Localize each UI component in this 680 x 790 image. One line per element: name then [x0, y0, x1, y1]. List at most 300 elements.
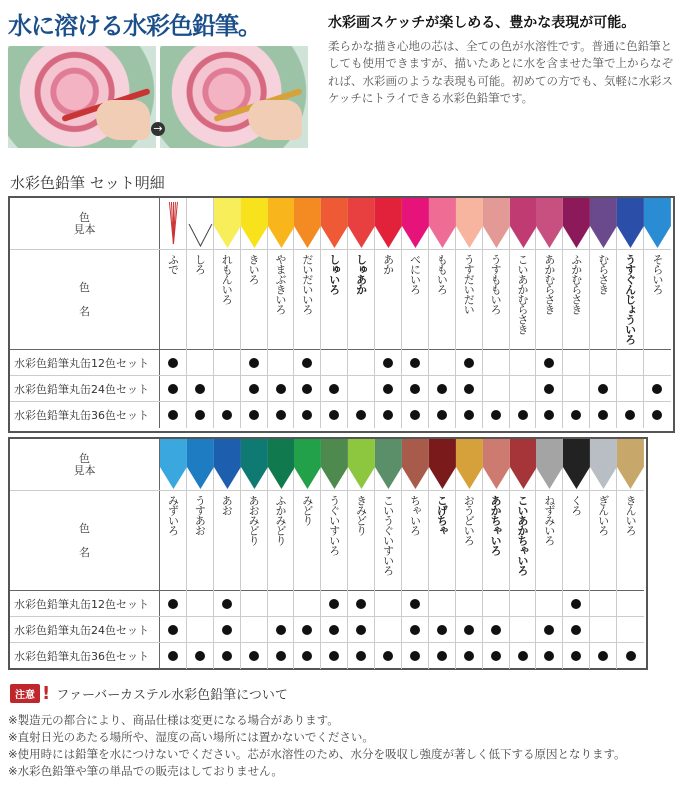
set-row — [10, 350, 671, 376]
included-dot — [302, 625, 312, 635]
included-dot — [195, 384, 205, 394]
set-cell — [510, 643, 537, 669]
set-cell — [590, 617, 617, 643]
set-cell — [348, 643, 375, 669]
set-cell — [429, 591, 456, 617]
pencil-tip-icon — [241, 439, 267, 491]
color-name-text: れもんいろ — [220, 254, 234, 304]
pencil-tip-icon — [214, 439, 240, 491]
notice-header — [10, 683, 288, 704]
color-name — [590, 250, 617, 350]
color-name-label: 色 名 — [10, 250, 160, 349]
included-dot — [329, 599, 339, 609]
included-dot — [302, 358, 312, 368]
set-row — [10, 591, 644, 617]
included-dot — [168, 599, 178, 609]
notice-badge: 注意 — [10, 684, 40, 703]
included-dot — [464, 358, 474, 368]
color-name-text: ふで — [166, 254, 180, 274]
color-name-text: ぎんいろ — [596, 495, 610, 535]
color-name-text: ふかみどり — [274, 495, 287, 545]
included-dot — [329, 625, 339, 635]
included-dot — [168, 651, 178, 661]
color-name — [483, 491, 510, 591]
pencil-tip-icon — [483, 198, 509, 250]
included-dot — [249, 358, 259, 368]
included-dot — [544, 384, 554, 394]
set-cell — [402, 376, 429, 402]
set-row — [10, 402, 671, 428]
set-cell — [160, 376, 187, 402]
color-swatch — [348, 439, 375, 491]
set-cell — [160, 402, 187, 428]
set-name: 水彩色鉛筆丸缶24色セット — [10, 617, 160, 642]
included-dot — [410, 599, 420, 609]
pencil-tip-icon — [590, 198, 616, 250]
notice-item: ※水彩色鉛筆や筆の単品での販売はしておりません。 — [8, 764, 283, 778]
color-name-text: しろ — [193, 254, 207, 274]
set-cell — [187, 591, 214, 617]
set-cell — [590, 350, 617, 376]
color-name — [160, 491, 187, 591]
lead-heading: 水彩画スケッチが楽しめる、豊かな表現が可能。 — [328, 15, 636, 31]
color-name-text: くろ — [569, 495, 583, 515]
set-cell — [160, 643, 187, 669]
set-cell — [510, 376, 537, 402]
set-cell — [294, 591, 321, 617]
set-cell — [429, 376, 456, 402]
color-name-text: やまぶきいろ — [274, 254, 287, 314]
included-dot — [329, 384, 339, 394]
set-cell — [375, 591, 402, 617]
pencil-tip-icon — [536, 439, 562, 491]
swatch-label: 色 見本 — [10, 439, 160, 490]
included-dot — [410, 410, 420, 420]
included-dot — [168, 625, 178, 635]
pencil-tip-icon — [214, 198, 240, 250]
set-cell — [348, 402, 375, 428]
page-title: 水に溶ける水彩色鉛筆。 — [8, 11, 261, 40]
color-name — [563, 250, 590, 350]
included-dot — [276, 651, 286, 661]
included-dot — [491, 625, 501, 635]
pencil-tip-icon — [429, 439, 455, 491]
color-name-text: おうどいろ — [462, 495, 476, 545]
pencil-tip-icon — [321, 439, 347, 491]
color-name-text: ももいろ — [435, 254, 449, 294]
color-swatch — [483, 198, 510, 250]
pencil-tip-icon — [321, 198, 347, 250]
pencil-tip-icon — [348, 439, 374, 491]
color-name-text: きいろ — [247, 254, 261, 284]
notice-title: ファーバーカステル水彩色鉛筆について — [56, 688, 288, 703]
set-cell — [536, 376, 563, 402]
color-swatch — [536, 439, 563, 491]
set-cell — [187, 402, 214, 428]
pencil-tip-icon — [617, 198, 643, 250]
pencil-tip-icon — [536, 198, 562, 250]
included-dot — [356, 410, 366, 420]
set-cell — [617, 402, 644, 428]
arrow-icon: → — [151, 122, 165, 136]
set-cell — [375, 350, 402, 376]
set-cell — [241, 402, 268, 428]
swatch-label: 色 見本 — [10, 198, 160, 249]
color-set-table-2 — [8, 437, 648, 670]
set-cell — [294, 376, 321, 402]
color-name-text: うすあお — [193, 495, 207, 535]
included-dot — [249, 651, 259, 661]
color-name-text: あか — [381, 254, 395, 274]
included-dot — [571, 599, 581, 609]
set-cell — [483, 376, 510, 402]
included-dot — [249, 384, 259, 394]
set-name: 水彩色鉛筆丸缶36色セット — [10, 643, 160, 669]
color-name-text: うすだいだい — [462, 254, 476, 314]
set-cell — [456, 617, 483, 643]
color-name-text: あおみどり — [247, 495, 261, 545]
pencil-tip-icon — [402, 439, 428, 491]
set-cell — [321, 402, 348, 428]
color-swatch — [510, 198, 537, 250]
included-dot — [464, 384, 474, 394]
color-swatch — [187, 439, 214, 491]
set-cell — [187, 617, 214, 643]
set-cell — [590, 643, 617, 669]
set-cell — [160, 617, 187, 643]
color-swatch — [187, 198, 214, 250]
included-dot — [383, 410, 393, 420]
color-name — [429, 491, 456, 591]
set-cell — [321, 591, 348, 617]
color-name — [402, 491, 429, 591]
set-cell — [321, 643, 348, 669]
pencil-tip-icon — [456, 198, 482, 250]
set-name: 水彩色鉛筆丸缶24色セット — [10, 376, 160, 401]
included-dot — [598, 410, 608, 420]
color-swatch — [563, 198, 590, 250]
color-name — [321, 491, 348, 591]
set-cell — [321, 376, 348, 402]
set-cell — [590, 376, 617, 402]
included-dot — [302, 651, 312, 661]
set-cell — [483, 591, 510, 617]
set-cell — [536, 617, 563, 643]
set-cell — [429, 402, 456, 428]
included-dot — [544, 651, 554, 661]
color-swatch — [590, 439, 617, 491]
color-name — [214, 491, 241, 591]
included-dot — [383, 651, 393, 661]
pencil-tip-icon — [644, 198, 671, 250]
color-name-text: こいうぐいすいろ — [381, 495, 395, 575]
color-name — [375, 491, 402, 591]
set-cell — [429, 617, 456, 643]
brush-icon — [160, 198, 186, 250]
color-name — [160, 250, 187, 350]
set-cell — [510, 591, 537, 617]
pencil-tip-icon — [160, 439, 186, 491]
set-cell — [375, 643, 402, 669]
set-cell — [268, 402, 295, 428]
color-name — [375, 250, 402, 350]
notice-item: ※使用時には鉛筆を水につけないでください。芯が水溶性のため、水分を吸収し強度が著しく低下する原因となります。 — [8, 747, 626, 761]
set-cell — [456, 402, 483, 428]
swatch-row — [10, 439, 644, 491]
set-cell — [268, 350, 295, 376]
color-swatch — [617, 198, 644, 250]
color-swatch — [348, 198, 375, 250]
included-dot — [544, 625, 554, 635]
included-dot — [626, 651, 636, 661]
pencil-tip-icon — [375, 198, 401, 250]
color-name-text: うすぐんじょういろ — [623, 254, 637, 344]
color-name — [214, 250, 241, 350]
color-swatch — [402, 198, 429, 250]
color-name-text: しゅあか — [354, 254, 368, 294]
set-cell — [456, 376, 483, 402]
color-name — [510, 250, 537, 350]
included-dot — [652, 384, 662, 394]
set-name: 水彩色鉛筆丸缶12色セット — [10, 350, 160, 375]
pencil-tip-icon — [510, 198, 536, 250]
notice-list — [8, 712, 626, 780]
color-name — [268, 250, 295, 350]
set-cell — [402, 591, 429, 617]
color-name — [294, 491, 321, 591]
set-row — [10, 643, 644, 669]
set-cell — [536, 643, 563, 669]
color-name-label: 色 名 — [10, 491, 160, 590]
color-name — [483, 250, 510, 350]
color-name — [402, 250, 429, 350]
set-cell — [536, 402, 563, 428]
set-cell — [214, 402, 241, 428]
included-dot — [168, 358, 178, 368]
pencil-tip-icon — [510, 439, 536, 491]
swatch-row — [10, 198, 671, 250]
color-swatch — [268, 198, 295, 250]
included-dot — [518, 651, 528, 661]
included-dot — [329, 410, 339, 420]
set-cell — [375, 376, 402, 402]
included-dot — [383, 358, 393, 368]
set-cell — [563, 402, 590, 428]
set-name: 水彩色鉛筆丸缶12色セット — [10, 591, 160, 616]
color-swatch — [160, 198, 187, 250]
color-name-text: あかむらさき — [542, 254, 556, 314]
color-name — [268, 491, 295, 591]
included-dot — [410, 651, 420, 661]
set-cell — [348, 591, 375, 617]
set-cell — [510, 617, 537, 643]
pencil-tip-icon — [187, 439, 213, 491]
set-cell — [536, 350, 563, 376]
set-cell — [563, 376, 590, 402]
color-swatch — [483, 439, 510, 491]
color-name — [536, 250, 563, 350]
color-swatch — [321, 198, 348, 250]
color-swatch — [429, 198, 456, 250]
set-cell — [268, 643, 295, 669]
color-name-text: こげちゃ — [435, 495, 449, 535]
set-cell — [590, 402, 617, 428]
pencil-tip-icon — [563, 198, 589, 250]
set-cell — [294, 643, 321, 669]
set-cell — [563, 591, 590, 617]
color-name-text: こいあかちゃいろ — [516, 495, 530, 575]
pencil-tip-icon — [456, 439, 482, 491]
color-swatch — [375, 439, 402, 491]
set-cell — [241, 350, 268, 376]
included-dot — [222, 410, 232, 420]
included-dot — [356, 651, 366, 661]
color-name-text: あかちゃいろ — [489, 495, 503, 555]
color-swatch — [456, 439, 483, 491]
set-cell — [241, 591, 268, 617]
set-cell — [483, 350, 510, 376]
pencil-tip-icon — [375, 439, 401, 491]
set-cell — [160, 591, 187, 617]
included-dot — [276, 625, 286, 635]
included-dot — [195, 651, 205, 661]
set-cell — [214, 591, 241, 617]
included-dot — [276, 384, 286, 394]
set-cell — [483, 617, 510, 643]
rose-drawing-photo-2 — [160, 46, 308, 148]
set-cell — [429, 643, 456, 669]
pencil-tip-icon — [429, 198, 455, 250]
set-cell — [348, 350, 375, 376]
color-swatch — [375, 198, 402, 250]
pencil-tip-icon — [268, 439, 294, 491]
color-swatch — [160, 439, 187, 491]
color-swatch — [617, 439, 644, 491]
included-dot — [437, 384, 447, 394]
color-swatch — [644, 198, 671, 250]
set-name: 水彩色鉛筆丸缶36色セット — [10, 402, 160, 428]
set-cell — [617, 350, 644, 376]
section-title: 水彩色鉛筆 セット明細 — [10, 174, 165, 192]
included-dot — [571, 410, 581, 420]
set-cell — [187, 376, 214, 402]
set-cell — [429, 350, 456, 376]
set-cell — [644, 402, 671, 428]
color-name — [563, 491, 590, 591]
set-cell — [563, 617, 590, 643]
color-name — [321, 250, 348, 350]
set-cell — [644, 376, 671, 402]
included-dot — [437, 651, 447, 661]
included-dot — [437, 410, 447, 420]
color-swatch — [241, 439, 268, 491]
color-name-text: ふかむらさき — [569, 254, 583, 314]
included-dot — [625, 410, 635, 420]
color-name-text: あお — [220, 495, 234, 515]
set-cell — [456, 591, 483, 617]
included-dot — [491, 410, 501, 420]
included-dot — [518, 410, 528, 420]
color-name — [187, 250, 214, 350]
set-cell — [590, 591, 617, 617]
color-swatch — [536, 198, 563, 250]
set-cell — [563, 643, 590, 669]
included-dot — [276, 410, 286, 420]
set-cell — [510, 350, 537, 376]
pencil-tip-icon — [563, 439, 589, 491]
color-name — [241, 250, 268, 350]
included-dot — [168, 410, 178, 420]
color-name — [590, 491, 617, 591]
set-cell — [456, 350, 483, 376]
pencil-tip-icon — [402, 198, 428, 250]
notice-item: ※製造元の都合により、商品仕様は変更になる場合があります。 — [8, 713, 339, 727]
pencil-tip-icon — [483, 439, 509, 491]
included-dot — [410, 358, 420, 368]
color-name-text: むらさき — [596, 254, 610, 294]
set-cell — [402, 617, 429, 643]
included-dot — [383, 384, 393, 394]
set-cell — [294, 402, 321, 428]
color-swatch — [321, 439, 348, 491]
color-swatch — [563, 439, 590, 491]
color-swatch — [241, 198, 268, 250]
color-name-text: ねずみいろ — [542, 495, 556, 545]
set-cell — [214, 617, 241, 643]
set-cell — [214, 350, 241, 376]
included-dot — [571, 625, 581, 635]
set-cell — [375, 402, 402, 428]
set-cell — [348, 617, 375, 643]
included-dot — [410, 384, 420, 394]
set-cell — [510, 402, 537, 428]
color-swatch — [429, 439, 456, 491]
color-name-text: うすももいろ — [489, 254, 503, 314]
product-photo — [8, 46, 308, 148]
pencil-tip-icon — [268, 198, 294, 250]
set-cell — [483, 643, 510, 669]
included-dot — [302, 384, 312, 394]
set-cell — [214, 376, 241, 402]
set-cell — [402, 402, 429, 428]
included-dot — [195, 410, 205, 420]
color-name — [348, 491, 375, 591]
color-name-text: きんいろ — [624, 495, 638, 535]
white-pencil-icon — [187, 198, 213, 250]
pencil-tip-icon — [617, 439, 644, 491]
set-cell — [187, 350, 214, 376]
included-dot — [437, 625, 447, 635]
color-name-text: しゅいろ — [327, 254, 341, 294]
included-dot — [598, 651, 608, 661]
color-name-row — [10, 250, 671, 350]
color-swatch — [510, 439, 537, 491]
pencil-tip-icon — [294, 439, 320, 491]
set-cell — [348, 376, 375, 402]
included-dot — [652, 410, 662, 420]
set-cell — [456, 643, 483, 669]
color-name-text: べにいろ — [408, 254, 422, 294]
set-cell — [241, 376, 268, 402]
color-swatch — [294, 198, 321, 250]
set-cell — [617, 643, 644, 669]
color-swatch — [402, 439, 429, 491]
color-name — [456, 491, 483, 591]
set-cell — [268, 617, 295, 643]
set-cell — [375, 617, 402, 643]
set-cell — [241, 643, 268, 669]
color-swatch — [214, 198, 241, 250]
